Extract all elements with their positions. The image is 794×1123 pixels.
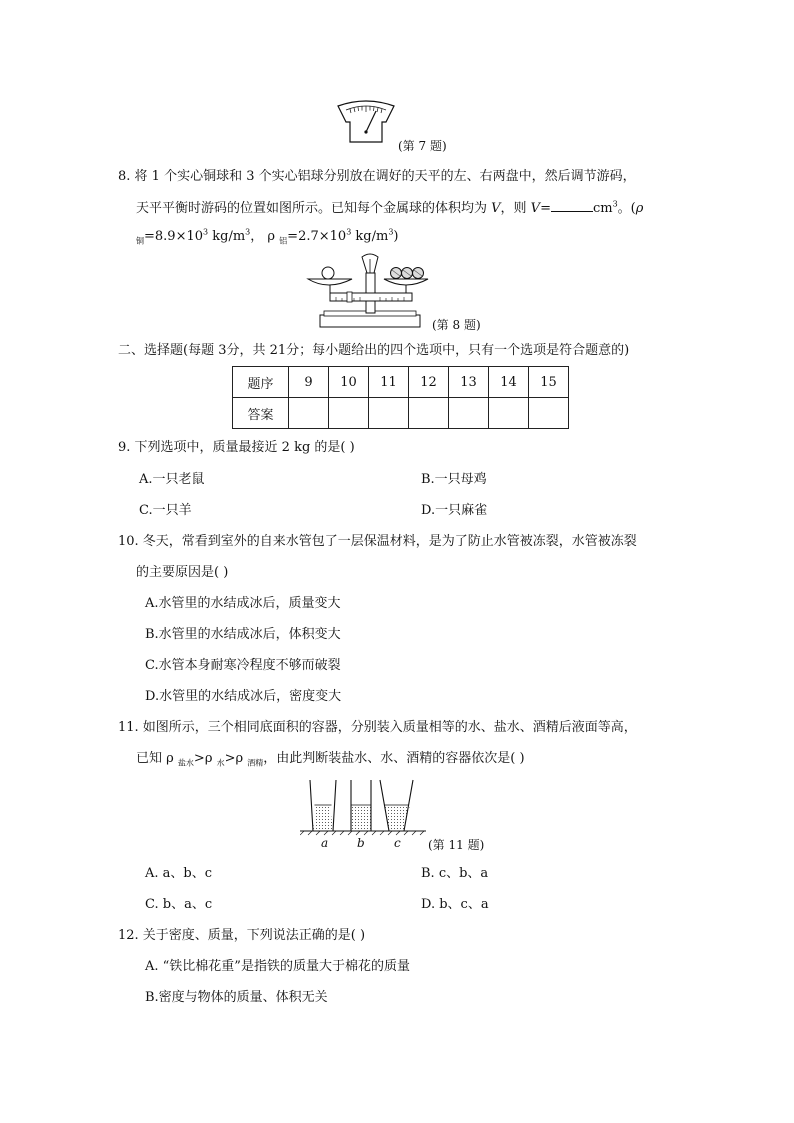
q8-text: =2.7×10	[287, 229, 347, 244]
q11-text: >ρ	[224, 751, 248, 766]
figure-11-containers	[300, 776, 426, 836]
q11-sub-alcohol: 酒精	[247, 758, 264, 768]
question-12-option-b[interactable]: B.密度与物体的质量、体积无关	[145, 990, 328, 1005]
question-9-option-c[interactable]: C.一只羊	[139, 503, 192, 518]
q8-text: 天平平衡时游码的位置如图所示。已知每个金属球的体积均为	[136, 201, 492, 216]
question-11-stem-line-1: 11. 如图所示，三个相同底面积的容器，分别装入质量相等的水、盐水、酒精后液面等高，	[118, 720, 637, 735]
q8-exp: 3	[203, 227, 209, 237]
answer-table	[232, 366, 569, 429]
q8-unit: cm	[592, 201, 613, 216]
answer-table-number: 15	[529, 367, 569, 398]
question-8-line-1: 8. 将 1 个实心铜球和 3 个实心铝球分别放在调好的天平的左、右两盘中，然后调节游码，	[118, 169, 636, 184]
answer-cell[interactable]	[449, 398, 489, 429]
answer-table-label: 答案	[233, 398, 289, 429]
q8-text: 。(	[617, 201, 636, 216]
question-10-option-c[interactable]: C.水管本身耐寒冷程度不够而破裂	[145, 658, 341, 673]
question-12-stem: 12. 关于密度、质量，下列说法正确的是( )	[118, 928, 366, 943]
q8-text: =8.9×10	[144, 229, 204, 244]
q8-text: ，则	[500, 201, 531, 216]
question-12-option-a[interactable]: A. “铁比棉花重”是指铁的质量大于棉花的质量	[145, 959, 410, 974]
answer-cell[interactable]	[489, 398, 529, 429]
answer-cell[interactable]	[409, 398, 449, 429]
figure-11-label-b: b	[357, 836, 365, 850]
answer-table-header-row	[233, 367, 569, 398]
q8-var-v: V	[530, 201, 541, 216]
answer-table-answer-row	[233, 398, 569, 429]
figure-7-caption: (第 7 题)	[398, 139, 447, 153]
answer-table-number: 10	[329, 367, 369, 398]
question-11-option-a[interactable]: A. a、b、c	[145, 866, 213, 881]
question-9-stem: 9. 下列选项中，质量最接近 2 kg 的是( )	[118, 440, 355, 455]
figure-11-caption: (第 11 题)	[428, 838, 485, 852]
figure-8-balance	[306, 253, 430, 331]
answer-cell[interactable]	[529, 398, 569, 429]
q8-exp: 3	[245, 227, 251, 237]
q8-rho: ρ	[635, 201, 644, 216]
q8-unit-exp: 3	[612, 199, 618, 209]
q11-text: ，由此判断装盐水、水、酒精的容器依次是( )	[263, 751, 525, 766]
answer-table-number: 9	[289, 367, 329, 398]
question-11-stem-line-2	[136, 751, 525, 767]
question-9-option-d[interactable]: D.一只麻雀	[421, 503, 488, 518]
q11-text: 已知 ρ	[136, 751, 178, 766]
q8-text: =	[540, 201, 551, 216]
q8-text: kg/m	[208, 229, 246, 244]
q8-text: ， ρ	[250, 229, 280, 244]
question-9-option-a[interactable]: A.一只老鼠	[139, 472, 205, 487]
q8-text: kg/m	[351, 229, 389, 244]
q11-sub-brine: 盐水	[177, 758, 194, 768]
question-9-option-b[interactable]: B.一只母鸡	[421, 472, 487, 487]
figure-8-caption: (第 8 题)	[432, 318, 481, 332]
q8-sub-aluminium: 铝	[279, 236, 288, 246]
q8-var-v: V	[491, 201, 501, 216]
q8-exp: 3	[388, 227, 394, 237]
answer-cell[interactable]	[289, 398, 329, 429]
figure-11-label-a: a	[321, 836, 329, 850]
answer-cell[interactable]	[369, 398, 409, 429]
section-2-heading: 二、选择题(每题 3分，共 21分；每小题给出的四个选项中，只有一个选项是符合题意的)	[118, 343, 630, 358]
q8-answer-blank[interactable]	[551, 199, 593, 212]
q8-text: )	[393, 229, 399, 244]
question-8-line-3	[136, 229, 399, 245]
answer-table-number: 13	[449, 367, 489, 398]
answer-cell[interactable]	[329, 398, 369, 429]
question-10-stem-line-2: 的主要原因是( )	[136, 565, 229, 580]
question-10-stem-line-1: 10. 冬天，常看到室外的自来水管包了一层保温材料，是为了防止水管被冻裂，水管被冻裂	[118, 534, 637, 549]
question-10-option-d[interactable]: D.水管里的水结成冰后，密度变大	[145, 689, 342, 704]
answer-table-label: 题序	[233, 367, 289, 398]
answer-table-number: 14	[489, 367, 529, 398]
question-10-option-a[interactable]: A.水管里的水结成冰后，质量变大	[145, 596, 341, 611]
question-8-line-2	[136, 199, 643, 217]
q8-sub-copper: 铜	[136, 236, 144, 246]
answer-table-number: 12	[409, 367, 449, 398]
question-11-option-d[interactable]: D. b、c、a	[421, 897, 489, 912]
figure-7-scale-dial	[336, 98, 396, 150]
question-10-option-b[interactable]: B.水管里的水结成冰后，体积变大	[145, 627, 341, 642]
question-11-option-c[interactable]: C. b、a、c	[145, 897, 213, 912]
answer-table-number: 11	[369, 367, 409, 398]
q11-text: >ρ	[193, 751, 217, 766]
q8-exp: 3	[346, 227, 352, 237]
q11-sub-water: 水	[216, 758, 225, 768]
figure-11-label-c: c	[394, 836, 401, 850]
question-11-option-b[interactable]: B. c、b、a	[421, 866, 489, 881]
